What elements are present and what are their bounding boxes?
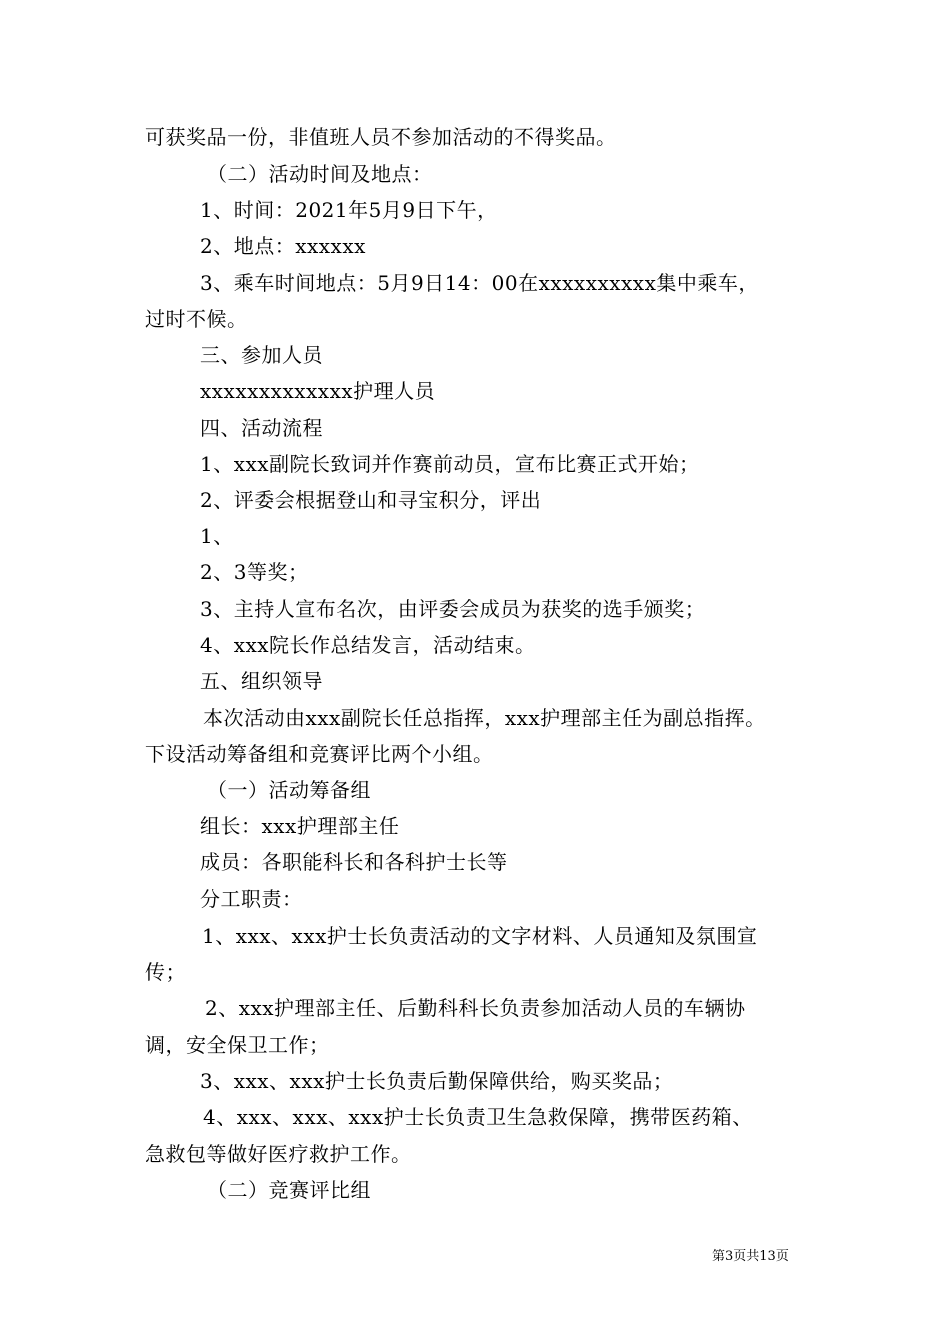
text-line-leader: 组长：xxx护理部主任 [200,814,400,838]
text-line-1: 可获奖品一份，非值班人员不参加活动的不得奖品。 [145,125,617,149]
text-line-process-2a: 1、 [200,524,234,548]
text-line-duty-3: 3、xxx、xxx护士长负责后勤保障供给，购买奖品； [200,1069,674,1093]
text-line-bus: 3、乘车时间地点：5月9日14：00在xxxxxxxxxx集中乘车， [200,271,759,295]
text-line-duty-4-cont: 急救包等做好医疗救护工作。 [145,1142,412,1166]
text-line-process-1: 1、xxx副院长致词并作赛前动员，宣布比赛正式开始； [200,452,700,476]
section-heading-prep-group: （一）活动筹备组 [207,778,371,802]
text-line-leadership: 本次活动由xxx副院长任总指挥，xxx护理部主任为副总指挥。 [203,706,766,730]
text-line-duty-1: 1、xxx、xxx护士长负责活动的文字材料、人员通知及氛围宣 [202,924,758,948]
text-line-duty-4: 4、xxx、xxx、xxx护士长负责卫生急救保障，携带医药箱、 [203,1105,753,1129]
text-line-leadership-cont: 下设活动筹备组和竞赛评比两个小组。 [145,742,494,766]
text-line-duty-2: 2、xxx护理部主任、后勤科科长负责参加活动人员的车辆协 [205,996,746,1020]
text-line-participants: xxxxxxxxxxxxx护理人员 [200,379,436,403]
text-line-bus-cont: 过时不候。 [145,307,248,331]
section-heading-participants: 三、参加人员 [200,343,323,367]
text-line-process-4: 4、xxx院长作总结发言，活动结束。 [200,633,536,657]
text-line-duty-2-cont: 调，安全保卫工作； [145,1033,330,1057]
section-heading-time-place: （二）活动时间及地点： [207,162,433,186]
section-heading-leadership: 五、组织领导 [200,669,323,693]
text-line-duties: 分工职责： [200,887,303,911]
text-line-time: 1、时间：2021年5月9日下午， [200,198,498,222]
text-line-duty-1-cont: 传； [145,960,186,984]
text-line-process-2b: 2、3等奖； [200,560,309,584]
text-line-members: 成员：各职能科长和各科护士长等 [200,850,508,874]
page-number-footer: 第3页共13页 [712,1249,789,1264]
text-line-process-3: 3、主持人宣布名次，由评委会成员为获奖的选手颁奖； [200,597,706,621]
text-line-process-2: 2、评委会根据登山和寻宝积分，评出 [200,488,542,512]
text-line-place: 2、地点：xxxxxx [200,234,366,258]
section-heading-process: 四、活动流程 [200,416,323,440]
section-heading-judging-group: （二）竞赛评比组 [207,1178,371,1202]
